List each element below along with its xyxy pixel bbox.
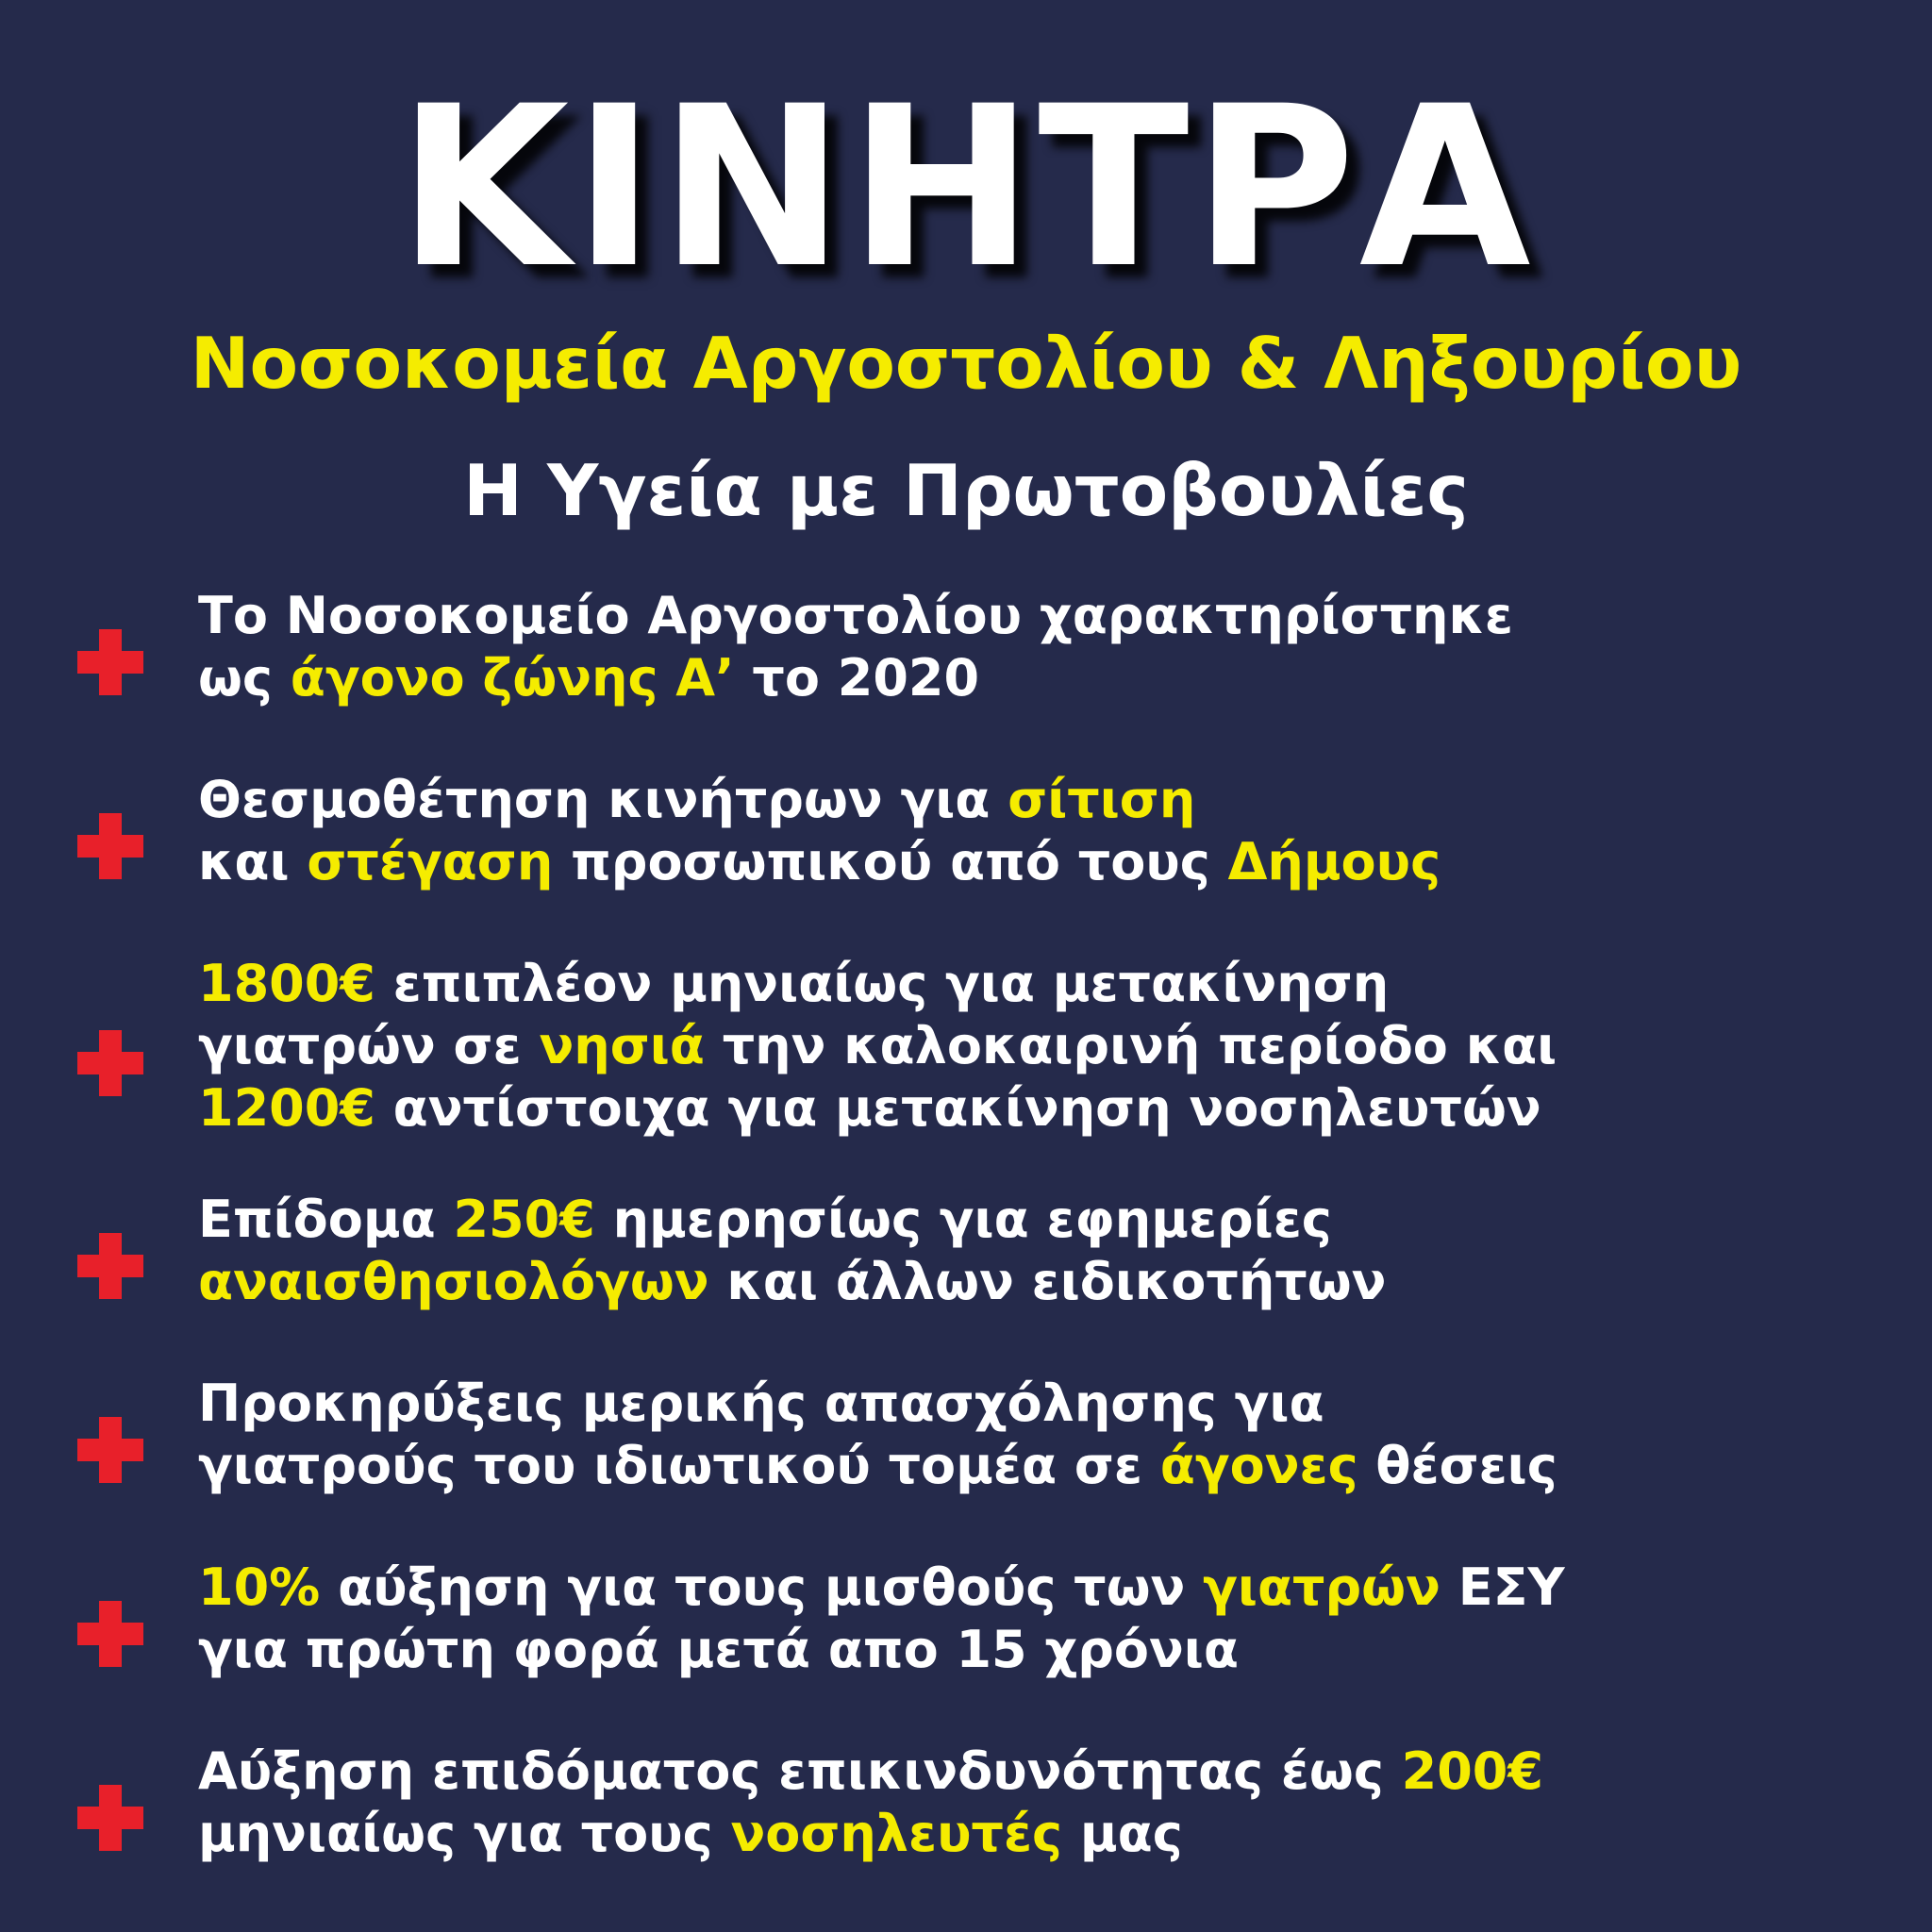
item-highlight: σίτιση [1008, 770, 1196, 829]
item-line [198, 1619, 1896, 1681]
item-text-segment: ως [198, 648, 291, 708]
item-line [198, 1803, 1896, 1865]
item-text-segment: Το Νοσοκομείο Αργοστολίου χαρακτηρίστηκε [198, 586, 1513, 645]
item-text [198, 1557, 1896, 1681]
item-text-segment: θέσεις [1357, 1436, 1557, 1495]
item-text-segment: αντίστοιχα για μετακίνηση νοσηλευτών [375, 1078, 1541, 1138]
tagline: Η Υγεία με Πρωτοβουλίες [463, 449, 1469, 532]
item-text-segment: γιατρούς του ιδιωτικού τομέα σε [198, 1436, 1160, 1495]
item-text-segment: αύξηση για τους μισθούς των [320, 1557, 1204, 1617]
red-cross-icon [77, 1030, 143, 1096]
item-highlight: νησιά [539, 1016, 705, 1075]
item-line [198, 769, 1896, 831]
red-cross-icon [77, 813, 143, 879]
item-text-segment: μας [1062, 1804, 1183, 1863]
item-text-segment: και [198, 832, 308, 891]
red-cross-icon [77, 1233, 143, 1299]
item-line [198, 1373, 1896, 1435]
item-highlight: νοσηλευτές [730, 1804, 1063, 1863]
item-text-segment: την καλοκαιρινή περίοδο και [704, 1016, 1557, 1075]
red-cross-icon [77, 1417, 143, 1483]
item-line [198, 1077, 1896, 1140]
item-highlight: 1800€ [198, 954, 375, 1013]
item-text-segment: Θεσμοθέτηση κινήτρων για [198, 770, 1008, 829]
item-text [198, 769, 1896, 893]
item-text-segment: γιατρών σε [198, 1016, 540, 1075]
item-text-segment: Επίδομα [198, 1190, 454, 1249]
red-cross-icon [77, 629, 143, 695]
item-highlight: Δήμους [1227, 832, 1441, 891]
item-highlight: στέγαση [307, 832, 554, 891]
item-text-segment: ΕΣΥ [1440, 1557, 1565, 1617]
item-text [198, 1373, 1896, 1497]
item-line [198, 1015, 1896, 1077]
red-cross-icon [77, 1601, 143, 1667]
item-text [198, 1189, 1896, 1313]
item-highlight: 1200€ [198, 1078, 375, 1138]
item-text-segment: ημερησίως για εφημερίες [594, 1190, 1332, 1249]
item-line [198, 585, 1896, 647]
item-text-segment: για πρώτη φορά μετά απο 15 χρόνια [198, 1620, 1239, 1679]
item-highlight: 10% [198, 1557, 321, 1617]
item-text-segment: μηνιαίως για τους [198, 1804, 731, 1863]
item-highlight: αναισθησιολόγων [198, 1252, 709, 1311]
item-line [198, 1251, 1896, 1313]
item-line [198, 1435, 1896, 1497]
item-highlight: άγονο ζώνης Α’ [290, 648, 735, 708]
item-text [198, 585, 1896, 709]
item-highlight: 250€ [453, 1190, 595, 1249]
item-line [198, 1189, 1896, 1251]
item-text-segment: προσωπικού από τους [553, 832, 1228, 891]
main-title: ΚΙΝΗΤΡΑ [397, 59, 1535, 317]
item-text-segment: Προκηρύξεις μερικής απασχόλησης για [198, 1374, 1324, 1433]
red-cross-icon [77, 1785, 143, 1851]
item-line [198, 1557, 1896, 1619]
item-line [198, 831, 1896, 893]
item-text-segment: το 2020 [734, 648, 980, 708]
item-text-segment: επιπλέον μηνιαίως για μετακίνηση [375, 954, 1390, 1013]
item-text [198, 1740, 1896, 1865]
item-text-segment: Αύξηση επιδόματος επικινδυνότητας έως [198, 1741, 1402, 1801]
item-highlight: άγονες [1159, 1436, 1358, 1495]
item-text [198, 953, 1896, 1140]
item-line [198, 953, 1896, 1015]
item-highlight: γιατρών [1203, 1557, 1441, 1617]
item-line [198, 647, 1896, 709]
item-highlight: 200€ [1401, 1741, 1543, 1801]
item-line [198, 1740, 1896, 1803]
subtitle: Νοσοκομεία Αργοστολίου & Ληξουρίου [190, 322, 1742, 405]
item-text-segment: και άλλων ειδικοτήτων [708, 1252, 1387, 1311]
